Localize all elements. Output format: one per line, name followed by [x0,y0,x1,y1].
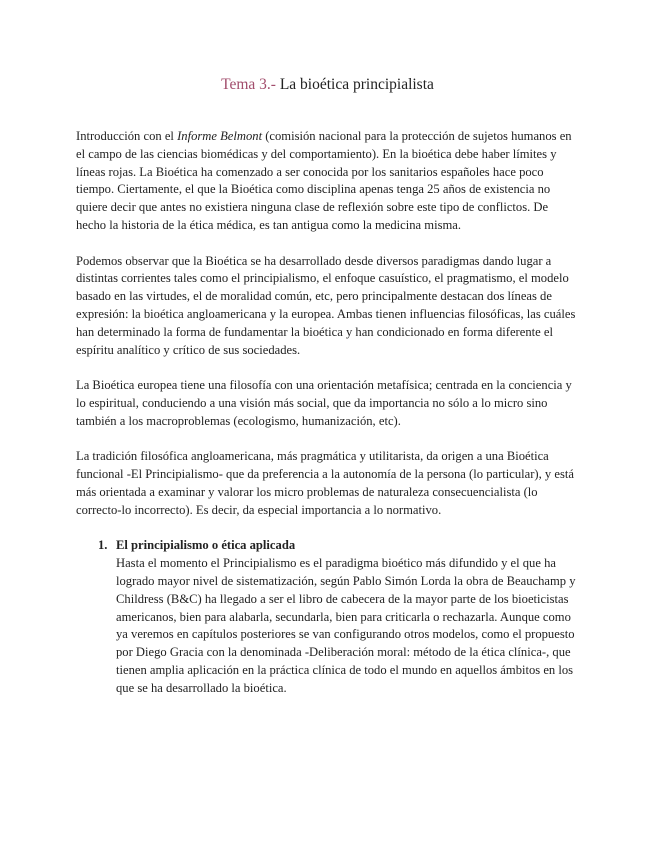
title-text: La bioética principialista [275,76,434,93]
paragraph-intro-before: Introducción con el [76,129,178,143]
page-title [76,74,579,96]
section-1-heading [98,537,579,555]
paragraph-angloamerican: La tradición filosófica angloamericana, más pragmática y utilitarista, da origen a una Bioética funcional -El Principialismo- que da preferencia a la autonomía de la persona (lo particular), y está más orientada a examinar y valorar los micro problemas de naturaleza consecuencialista (lo correcto-lo incorrecto). Es decir, da especial importancia a lo normativo. [76,449,574,517]
paragraph-paradigms: Podemos observar que la Bioética se ha desarrollado desde diversos paradigmas dando lugar a distintas corrientes tales como el principialismo, el enfoque casuístico, el pragmatismo, el modelo basado en las virtudes, el de moralidad común, etc, pero principalmente destacan dos líneas de expresión: la bioética angloamericana y la europea. Ambas tienen influencias filosóficas, las cuáles han determinado la forma de fundamentar la bioética y han condicionado en forma diferente el espíritu analítico y crítico de sus sociedades. [76,253,576,357]
title-prefix: Tema 3.- [221,76,276,93]
paragraph-intro-emphasis: Informe Belmont [177,129,263,143]
section-1-title: El principialismo o ética aplicada [116,538,296,553]
paragraph-intro [76,128,579,235]
section-1-number: 1. [98,538,108,553]
section-1-body: Hasta el momento el Principialismo es el paradigma bioético más difundido y el que ha logrado mayor nivel de sistematización, según Pablo Simón Lorda la obra de Beauchamp y Childress (B&C) ha llegado a ser el libro de cabecera de la mayor parte de los bioeticistas americanos, bien para alabarla, secundarla, bien para criticarla o rechazarla. Aunque como ya veremos en capítulos posteriores se van configurando otros modelos, como el propuesto por Diego Gracia con la denominada -Deliberación moral: método de la ética clínica-, que tienen amplia aplicación en la práctica clínica de todo el mundo en aquellos ámbitos en los que se ha desarrollado la bioética. [116,556,576,695]
section-1 [98,537,579,697]
paragraph-intro-after: (comisión nacional para la protección de sujetos humanos en el campo de las ciencias biomédicas y del comportamiento). En la bioética debe haber límites y líneas rojas. La Bioética ha comenzado a ser conocida por los sanitarios españoles hace poco tiempo. Ciertamente, el que la Bioética como disciplina apenas tenga 25 años de existencia no quiere decir que antes no existiera ninguna clase de reflexión sobre este tipo de conflictos. De hecho la historia de la ética médica, es tan antigua como la medicina misma. [76,129,572,232]
paragraph-european: La Bioética europea tiene una filosofía con una orientación metafísica; centrada en la conciencia y lo espiritual, conduciendo a una visión más social, que da importancia no sólo a lo micro sino también a los macroproblemas (ecologismo, humanización, etc). [76,378,572,428]
